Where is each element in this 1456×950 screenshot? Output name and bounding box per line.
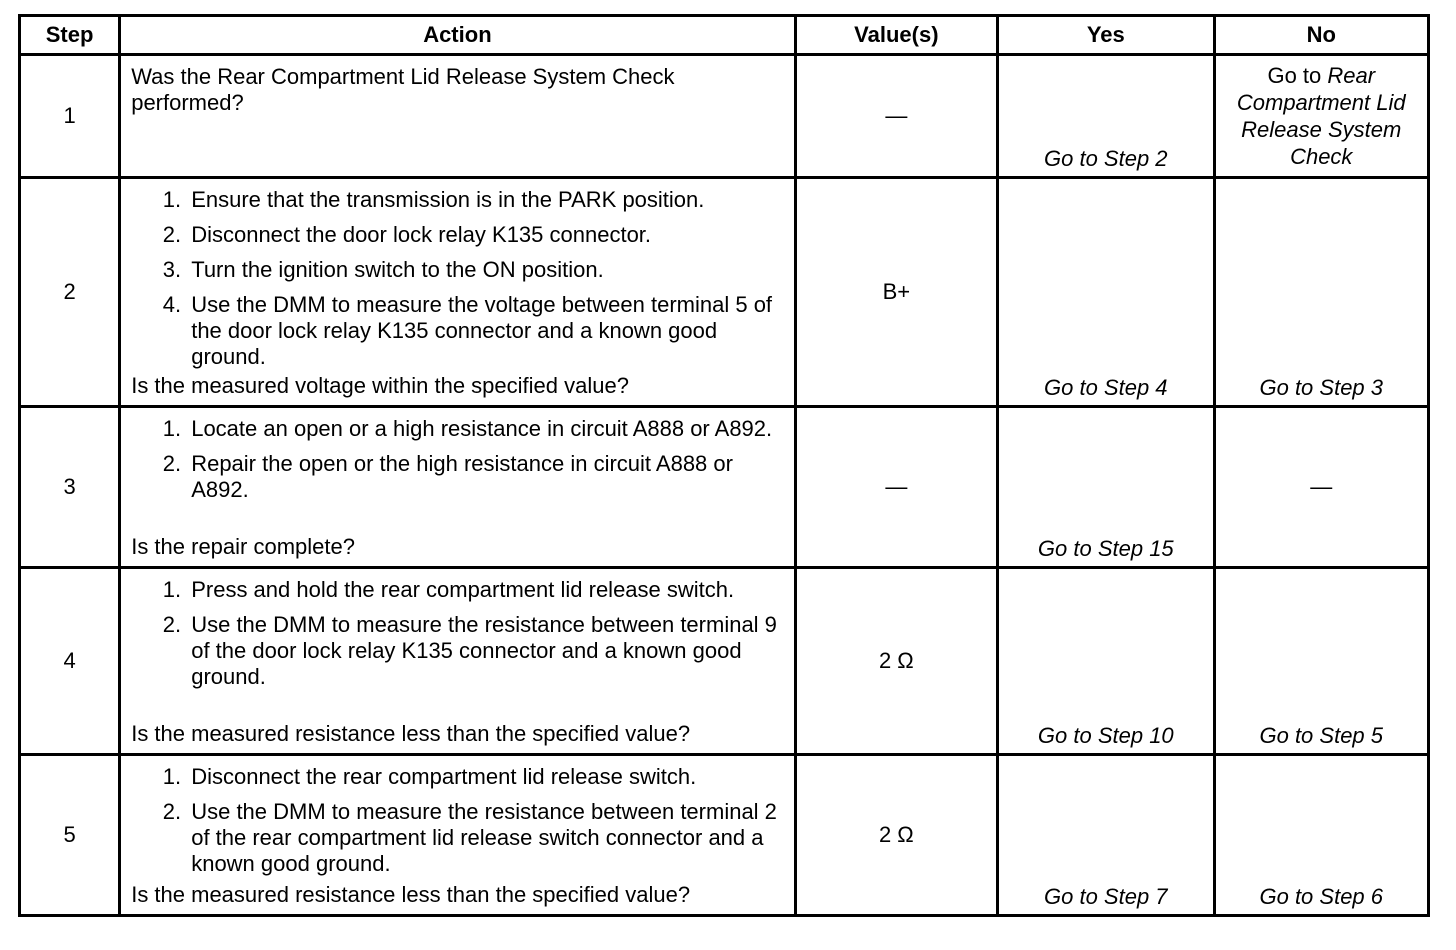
no-cell [1214,178,1428,407]
yes-goto: Go to Step 7 [1044,884,1168,909]
table-row [20,407,1429,568]
table-row [20,755,1429,916]
no-cell [1214,407,1428,568]
step-number: 4 [20,568,120,755]
action-item: 3. Turn the ignition switch to the ON position. [187,257,779,283]
no-dash: — [1310,474,1333,499]
no-cell [1214,568,1428,755]
action-item: 2. Use the DMM to measure the resistance between terminal 2 of the rear compartment lid release switch connector and a known good ground. [187,799,779,877]
action-item: 2. Use the DMM to measure the resistance between terminal 9 of the door lock relay K135 connector and a known good ground. [187,612,779,690]
action-item: 1. Locate an open or a high resistance in circuit A888 or A892. [187,416,779,442]
yes-cell [998,755,1214,916]
value-cell: 2 Ω [795,568,997,755]
no-cell [1214,755,1428,916]
action-cell [120,55,795,178]
value-cell: — [795,55,997,178]
header-row [20,16,1429,55]
no-goto: Go to Step 5 [1259,723,1384,748]
action-cell [120,568,795,755]
action-cell [120,178,795,407]
action-item: 2. Repair the open or the high resistance in circuit A888 or A892. [187,451,779,503]
yes-goto: Go to Step 10 [1037,723,1174,748]
action-list [131,577,779,690]
value-cell: 2 Ω [795,755,997,916]
action-item: 1. Disconnect the rear compartment lid release switch. [187,764,779,790]
action-question: Is the measured resistance less than the specified value? [131,882,691,907]
yes-cell [998,178,1214,407]
value-cell: — [795,407,997,568]
step-number: 5 [20,755,120,916]
no-goto: Go to Step 6 [1259,884,1384,909]
yes-cell [998,55,1214,178]
value-cell: B+ [795,178,997,407]
action-item: 2. Disconnect the door lock relay K135 connector. [187,222,779,248]
yes-cell [998,407,1214,568]
action-question: Is the repair complete? [131,534,355,559]
no-goto: Go to Step 3 [1259,375,1384,400]
no-goto-target: Rear Compartment Lid Release System Check [1236,63,1406,169]
action-list [131,187,779,370]
header-yes: Yes [998,16,1214,55]
action-cell [120,407,795,568]
action-question: Is the measured resistance less than the specified value? [131,721,691,746]
no-goto [1216,56,1427,170]
action-list [131,416,779,503]
action-item: 1. Ensure that the transmission is in the PARK position. [187,187,779,213]
yes-goto: Go to Step 15 [1037,536,1174,561]
header-no: No [1214,16,1428,55]
header-step: Step [20,16,120,55]
action-text: Was the Rear Compartment Lid Release System Check performed? [131,64,675,115]
yes-cell [998,568,1214,755]
step-number: 3 [20,407,120,568]
table-row [20,178,1429,407]
step-number: 1 [20,55,120,178]
action-cell [120,755,795,916]
action-question: Is the measured voltage within the specified value? [131,373,629,398]
action-list [131,764,779,877]
action-item: 4. Use the DMM to measure the voltage between terminal 5 of the door lock relay K135 connector and a known good ground. [187,292,779,370]
no-cell [1214,55,1428,178]
no-goto-prefix: Go to [1267,63,1328,88]
step-number: 2 [20,178,120,407]
action-item: 1. Press and hold the rear compartment lid release switch. [187,577,779,603]
diagnostic-table [18,14,1430,917]
header-values: Value(s) [795,16,997,55]
diagnostic-page [18,14,1430,917]
table-row [20,55,1429,178]
yes-goto: Go to Step 2 [1044,146,1168,171]
header-action: Action [120,16,795,55]
table-row [20,568,1429,755]
yes-goto: Go to Step 4 [1044,375,1168,400]
